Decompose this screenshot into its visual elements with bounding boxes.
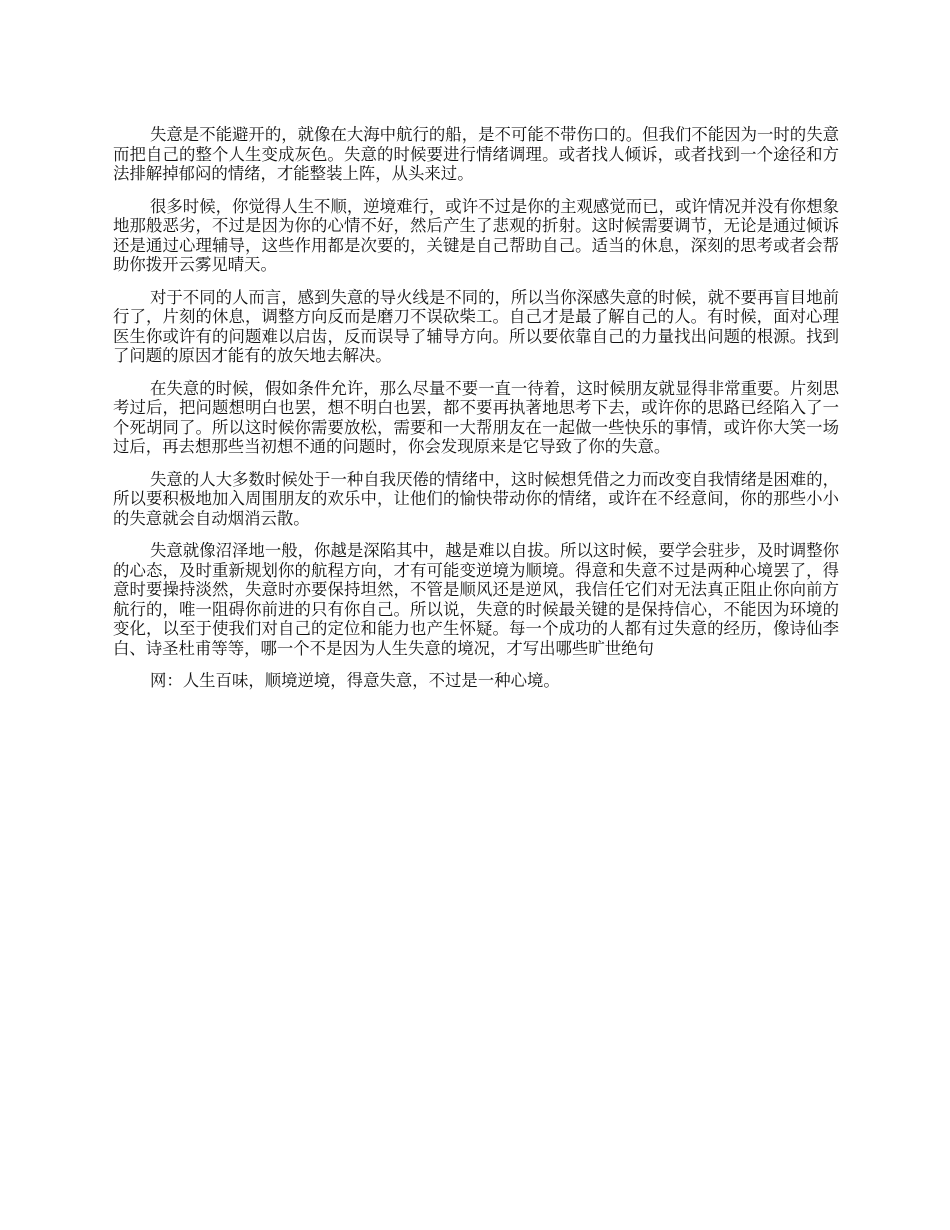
paragraph-7: 网：人生百味，顺境逆境，得意失意，不过是一种心境。: [150, 671, 560, 690]
paragraph-2: 很多时候，你觉得人生不顺，逆境难行，或许不过是你的主观感觉而已，或许情况并没有你想象地那般恶劣，不过是因为你的心情不好，然后产生了悲观的折射。这时候需要调节，无论是通过倾诉还是通过心理辅导，这些作用都是次要的，关键是自己帮助自己。适当的休息，深刻的思考或者会帮助你拨开云雾见晴天。: [113, 196, 839, 274]
paragraph-1: 失意是不能避开的，就像在大海中航行的船，是不可能不带伤口的。但我们不能因为一时的失意而把自己的整个人生变成灰色。失意的时候要进行情绪调理。或者找人倾诉，或者找到一个途径和方法排解掉郁闷的情绪，才能整装上阵，从头来过。: [113, 125, 839, 183]
paragraph-5: 失意的人大多数时候处于一种自我厌倦的情绪中，这时候想凭借之力而改变自我情绪是困难的，所以要积极地加入周围朋友的欢乐中，让他们的愉快带动你的情绪，或许在不经意间，你的那些小小的失意就会自动烟消云散。: [113, 469, 839, 528]
paragraph-3: 对于不同的人而言，感到失意的导火线是不同的，所以当你深感失意的时候，就不要再盲目地前行了，片刻的休息，调整方向反而是磨刀不误砍柴工。自己才是最了解自己的人。有时候，面对心理医生你或许有的问题难以启齿，反而误导了辅导方向。所以要依靠自己的力量找出问题的根源。找到了问题的原因才能有的放矢地去解决。: [113, 287, 839, 365]
paragraph-4: 在失意的时候，假如条件允许，那么尽量不要一直一待着，这时候朋友就显得非常重要。片刻思考过后，把问题想明白也罢，想不明白也罢，都不要再执著地思考下去，或许你的思路已经陷入了一个死胡同了。所以这时候你需要放松，需要和一大帮朋友在一起做一些快乐的事情，或许你大笑一场过后，再去想那些当初想不通的问题时，你会发现原来是它导致了你的失意。: [113, 378, 839, 456]
document-body: [113, 125, 839, 704]
paragraph-6: 失意就像沼泽地一般，你越是深陷其中，越是难以自拔。所以这时候，要学会驻步，及时调整你的心态，及时重新规划你的航程方向，才有可能变逆境为顺境。得意和失意不过是两种心境罢了，得意时要操持淡然，失意时亦要保持坦然，不管是顺风还是逆风，我信任它们对无法真正阻止你向前方航行的，唯一阻碍你前进的只有你自己。所以说，失意的时候最关键的是保持信心，不能因为环境的变化，以至于使我们对自己的定位和能力也产生怀疑。每一个成功的人都有过失意的经历，像诗仙李白、诗圣杜甫等等，哪一个不是因为人生失意的境况，才写出哪些旷世绝句: [113, 541, 839, 658]
